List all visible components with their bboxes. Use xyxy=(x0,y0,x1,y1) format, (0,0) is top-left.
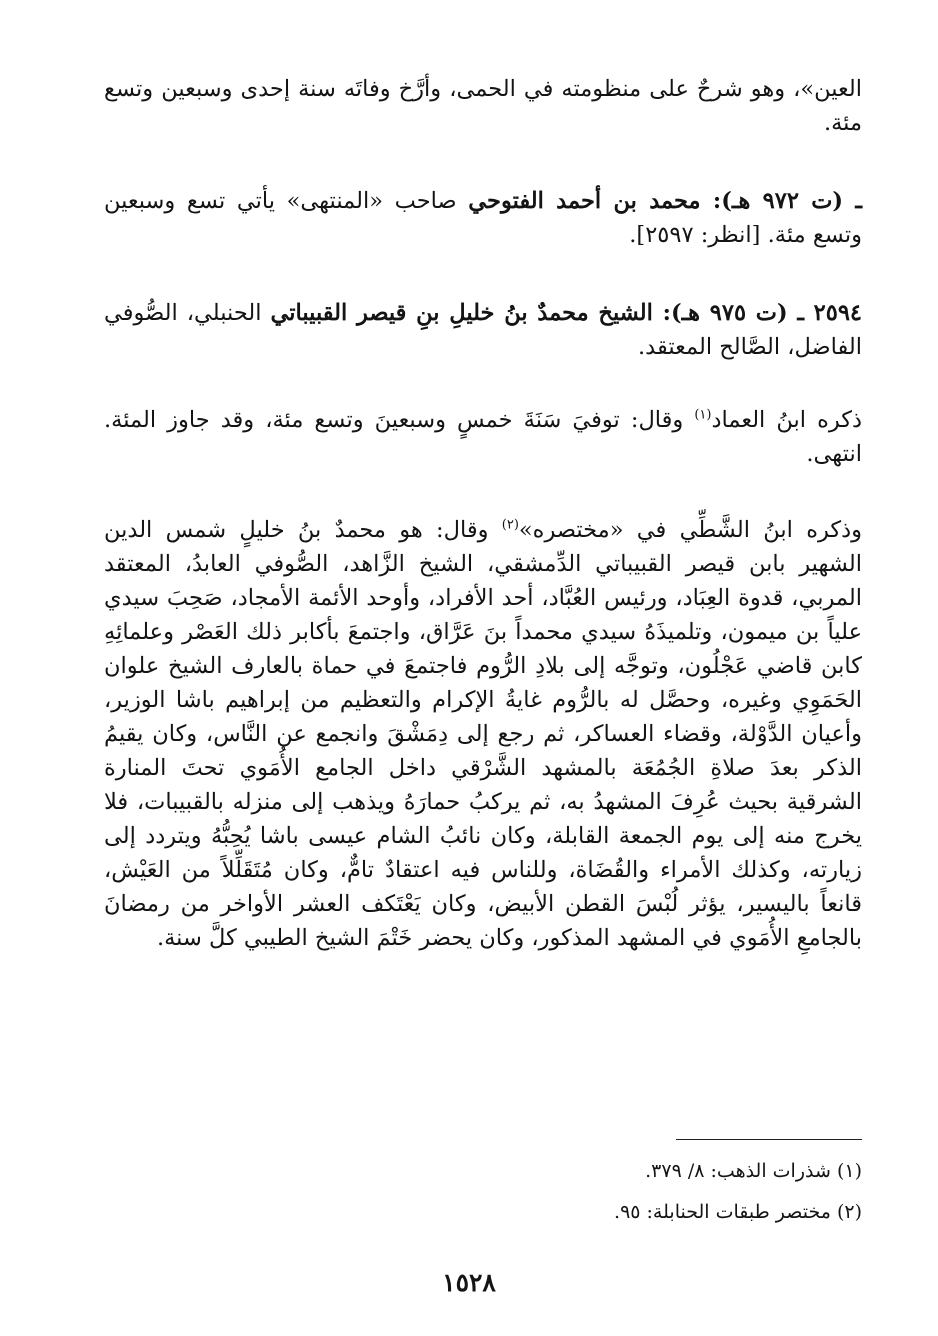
paragraph-continuation xyxy=(104,72,862,140)
paragraph-text: العين»، وهو شرحٌ على منظومته في الحمى، وأرَّخ وفاتَه سنة إحدى وسبعين وتسع مئة. xyxy=(104,76,862,136)
paragraph-text: ذكره ابنُ العماد xyxy=(711,407,862,433)
footnote-divider xyxy=(676,1139,862,1140)
paragraph-text: وذكره ابنُ الشَّطِّي في «مختصره» xyxy=(518,517,862,543)
footnote-2: (٢) مختصر طبقات الحنابلة: ٩٥. xyxy=(614,1201,862,1223)
entry-heading: ٢٥٩٤ ـ (ت ٩٧٥ هـ): الشيخ محمدٌ بنُ خليلِ بنِ قيصر القبيباتي xyxy=(270,300,862,326)
entry-text: الحنبلي، الصُّوفي الفاضل، الصَّالح المعتقد. xyxy=(104,300,862,360)
paragraph-text: وقال: توفيَ سَنَةَ خمسٍ وسبعينَ وتسع مئة، وقد جاوز المئة. انتهى. xyxy=(104,407,862,467)
entry-2594 xyxy=(104,296,862,364)
paragraph-ibn-al-shatti xyxy=(104,513,862,955)
footnote-marker: (٢) xyxy=(501,517,519,533)
footnote-1: (١) شذرات الذهب: ٨/ ٣٧٩. xyxy=(645,1160,862,1182)
footnote-marker: (١) xyxy=(694,407,712,423)
paragraph-ibn-al-imad xyxy=(104,403,862,471)
entry-text: صاحب «المنتهى» يأتي تسع وسبعين وتسع مئة. [انظر: ٢٥٩٧]. xyxy=(104,188,862,248)
entry-cross-reference xyxy=(104,184,862,252)
paragraph-text: وقال: هو محمدٌ بنُ خليلٍ شمس الدين الشهير بابن قيصر القبيباتي الدِّمشقي، الشيخ الزَّاهد، الصُّوفي العابدُ، المعتقد المربي، قدوة العِبَاد، ورئيس العُبَّاد، أحد الأفراد، وأوحد الأئمة الأمجاد، صَحِبَ سيدي علياً بن ميمون، وتلميذَهُ سيدي محمداً بنَ عَرَّاق، واجتمعَ بأكابر ذلك العَصْر وعلمائِهِ كابن قاضي عَجْلُون، وتوجَّه إلى بلادِ الرُّوم فاجتمعَ في حماة بالعارف الشيخ علوان الحَمَوِي وغيره، وحصَّل له بالرُّوم غايةُ الإكرام والتعظيم من إبراهيم باشا الوزير، وأعيان الدَّوْلة، وقضاء العساكر، ثم رجع إلى دِمَشْقَ وانجمع عن النَّاس، وكان يقيمُ الذكر بعدَ صلاةِ الجُمُعَة بالمشهد الشَّرْقي داخل الجامع الأُمَوي تحتَ المنارة الشرقية بحيث عُرِفَ المشهدُ به، ثم يركبُ حمارَهُ ويذهب إلى منزله بالقبيبات، فلا يخرج منه إلى يوم الجمعة القابلة، وكان نائبُ الشام عيسى باشا يُحِبُّهُ ويتردد إلى زيارته، وكذلك الأمراء والقُضَاة، وللناس فيه اعتقادٌ تامٌّ، وكان مُتَقَلِّلاً من العَيْش، قانعاً باليسير، يؤثر لُبْسَ القطن الأبيض، وكان يَعْتَكف العشر الأواخر من رمضانَ بالجامعِ الأُمَوي في المشهد المذكور، وكان يحضر خَتْمَ الشيخ الطيبي كلَّ سنة. xyxy=(104,517,862,951)
entry-heading: ـ (ت ٩٧٢ هـ): محمد بن أحمد الفتوحي xyxy=(468,188,862,214)
page-number: ١٥٢٨ xyxy=(442,1268,496,1297)
